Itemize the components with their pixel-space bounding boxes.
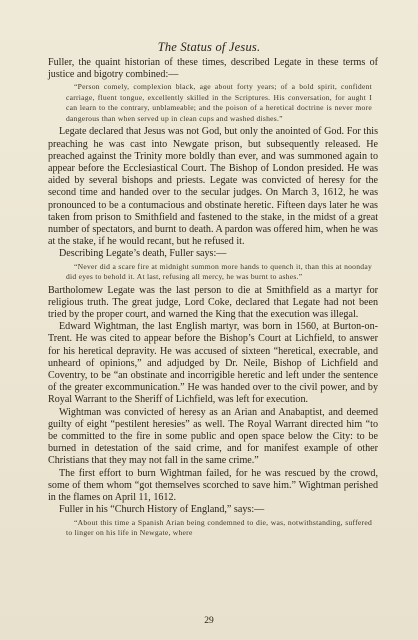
paragraph: Fuller, the quaint historian of these times, described Legate in these terms of justice and bigotry combined:— (48, 57, 378, 81)
paragraph: Wightman was convicted of heresy as an Arian and Anabaptist, and deemed guilty of eight “pestilent heresies” as well. The Royal Warrant directed him “to be committed to the fire in some public and open space below the City: to be burned in detestation of the said crime, and for manifest example of other Christians that they may not fall in the same crime.” (48, 406, 378, 467)
block-quote: “About this time a Spanish Arian being condemned to die, was, notwithstanding, suffered to linger on his life in Newgate, where (66, 517, 372, 537)
page-body (48, 57, 378, 541)
paragraph: The first effort to burn Wightman failed, for he was rescued by the crowd, some of them whom “got themselves scorched to save him.” Wightman perished in the flames on April 11, 1612. (48, 467, 378, 504)
paragraph: Legate declared that Jesus was not God, but only the anointed of God. For this preaching he was cast into Newgate prison, but subsequently released. He preached against the Trinity more boldly than ever, and was summoned again to appear before the Ecclesiastical Court. The Bishop of London presided. He was aided by several bishops and priests. Legate was convicted of heresy for the second time and handed over to the secular judges. On March 3, 1612, he was pronounced to be a contumacious and obstinate heretic. Fifteen days later he was taken from prison to Smithfield and fastened to the stake, in the midst of a great number of spectators, and burnt to death. A pardon was offered him, when he was at the stake, if he would recant, but he refused it. (48, 126, 378, 248)
block-quote: “Person comely, complexion black, age about forty years; of a bold spirit, confident carriage, fluent tongue, excellently skilled in the Scriptures. His conversation, for aught I can learn to the contrary, unblameable; and the poison of a heretical doctrine is never more dangerous than when served up in clean cups and washed dishes.” (66, 82, 372, 123)
running-head: The Status of Jesus. (157, 40, 261, 54)
paragraph: Fuller in his “Church History of England,” says:— (59, 504, 265, 516)
paragraph: Describing Legate’s death, Fuller says:— (59, 248, 227, 260)
paragraph: Bartholomew Legate was the last person to die at Smithfield as a martyr for religious truth. The great judge, Lord Coke, declared that Legate had not been tried by the proper court, and warned the King that the execution was illegal. (48, 284, 378, 321)
page-number: 29 (204, 616, 214, 626)
paragraph: Edward Wightman, the last English martyr, was born in 1560, at Burton-on-Trent. He was cited to appear before the Bishop’s Court at Lichfield, to answer for his heretical depravity. He was accused of sixteen “heretical, execrable, and unheard of opinions,” and adjudged by Dr. Neile, Bishop of Lichfield and Coventry, to be “an obstinate and incorrigible heretic and left under the sentence of the greater excommunication.” He was handed over to the civil power, and by Royal Warrant to the Sheriff of Lichfield, was left for execution. (48, 321, 378, 406)
block-quote: “Never did a scare fire at midnight summon more hands to quench it, than this at noonday did eyes to behold it. At last, refusing all mercy, he was burnt to ashes.” (66, 261, 372, 282)
